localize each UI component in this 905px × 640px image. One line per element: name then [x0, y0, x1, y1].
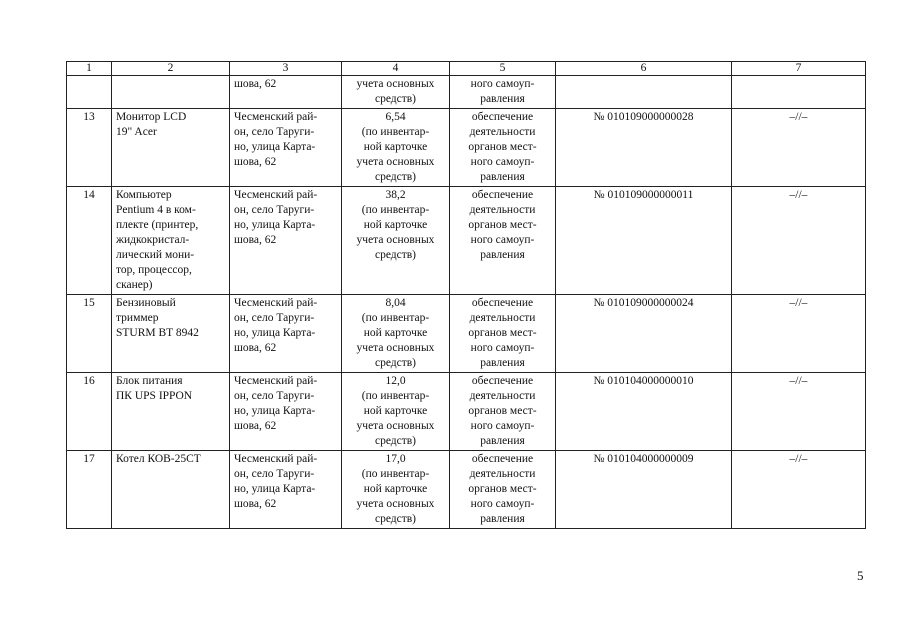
cell-no [67, 76, 112, 109]
cell-name: Компьютер Pentium 4 в ком- плекте (принтер, жидкокристал- лический мони- тор, процессор, сканер) [112, 187, 230, 295]
col-header-7: 7 [732, 62, 866, 76]
header-row [67, 62, 866, 76]
table-row [67, 187, 866, 295]
col-header-6: 6 [556, 62, 732, 76]
property-table [66, 61, 866, 529]
cell-note: –//– [732, 109, 866, 187]
cell-no: 14 [67, 187, 112, 295]
col-header-5: 5 [450, 62, 556, 76]
cell-value: 38,2 (по инвентар- ной карточке учета основных средств) [342, 187, 450, 295]
cell-address: Чесменский рай- он, село Таруги- но, улица Карта- шова, 62 [230, 109, 342, 187]
table-row [67, 295, 866, 373]
cell-value: 6,54 (по инвентар- ной карточке учета основных средств) [342, 109, 450, 187]
cell-value: 12,0 (по инвентар- ной карточке учета основных средств) [342, 373, 450, 451]
cell-number: № 010109000000011 [556, 187, 732, 295]
cell-address: шова, 62 [230, 76, 342, 109]
cell-note: –//– [732, 187, 866, 295]
cell-value: учета основных средств) [342, 76, 450, 109]
cell-number: № 010109000000028 [556, 109, 732, 187]
cell-purpose: обеспечение деятельности органов мест- ного самоуп- равления [450, 451, 556, 529]
cell-purpose: обеспечение деятельности органов мест- ного самоуп- равления [450, 295, 556, 373]
cell-note: –//– [732, 373, 866, 451]
col-header-1: 1 [67, 62, 112, 76]
cell-address: Чесменский рай- он, село Таруги- но, улица Карта- шова, 62 [230, 187, 342, 295]
cell-no: 16 [67, 373, 112, 451]
cell-number [556, 76, 732, 109]
col-header-2: 2 [112, 62, 230, 76]
cell-name: Котел КОВ-25СТ [112, 451, 230, 529]
cell-value: 17,0 (по инвентар- ной карточке учета основных средств) [342, 451, 450, 529]
cell-name [112, 76, 230, 109]
cell-value: 8,04 (по инвентар- ной карточке учета основных средств) [342, 295, 450, 373]
cell-number: № 010104000000009 [556, 451, 732, 529]
table-row-continuation [67, 76, 866, 109]
cell-no: 15 [67, 295, 112, 373]
cell-address: Чесменский рай- он, село Таруги- но, улица Карта- шова, 62 [230, 295, 342, 373]
cell-name: Бензиновый триммер STURM BT 8942 [112, 295, 230, 373]
cell-purpose: обеспечение деятельности органов мест- ного самоуп- равления [450, 373, 556, 451]
col-header-4: 4 [342, 62, 450, 76]
table-row [67, 451, 866, 529]
cell-number: № 010109000000024 [556, 295, 732, 373]
cell-purpose: обеспечение деятельности органов мест- ного самоуп- равления [450, 109, 556, 187]
cell-address: Чесменский рай- он, село Таруги- но, улица Карта- шова, 62 [230, 451, 342, 529]
cell-no: 13 [67, 109, 112, 187]
cell-name: Монитор LCD 19" Acer [112, 109, 230, 187]
page-number: 5 [857, 568, 864, 583]
cell-number: № 010104000000010 [556, 373, 732, 451]
cell-address: Чесменский рай- он, село Таруги- но, улица Карта- шова, 62 [230, 373, 342, 451]
table-row [67, 109, 866, 187]
cell-no: 17 [67, 451, 112, 529]
cell-note: –//– [732, 295, 866, 373]
cell-note: –//– [732, 451, 866, 529]
cell-purpose: ного самоуп- равления [450, 76, 556, 109]
table-row [67, 373, 866, 451]
col-header-3: 3 [230, 62, 342, 76]
cell-name: Блок питания ПК UPS IPPON [112, 373, 230, 451]
cell-purpose: обеспечение деятельности органов мест- ного самоуп- равления [450, 187, 556, 295]
cell-note [732, 76, 866, 109]
